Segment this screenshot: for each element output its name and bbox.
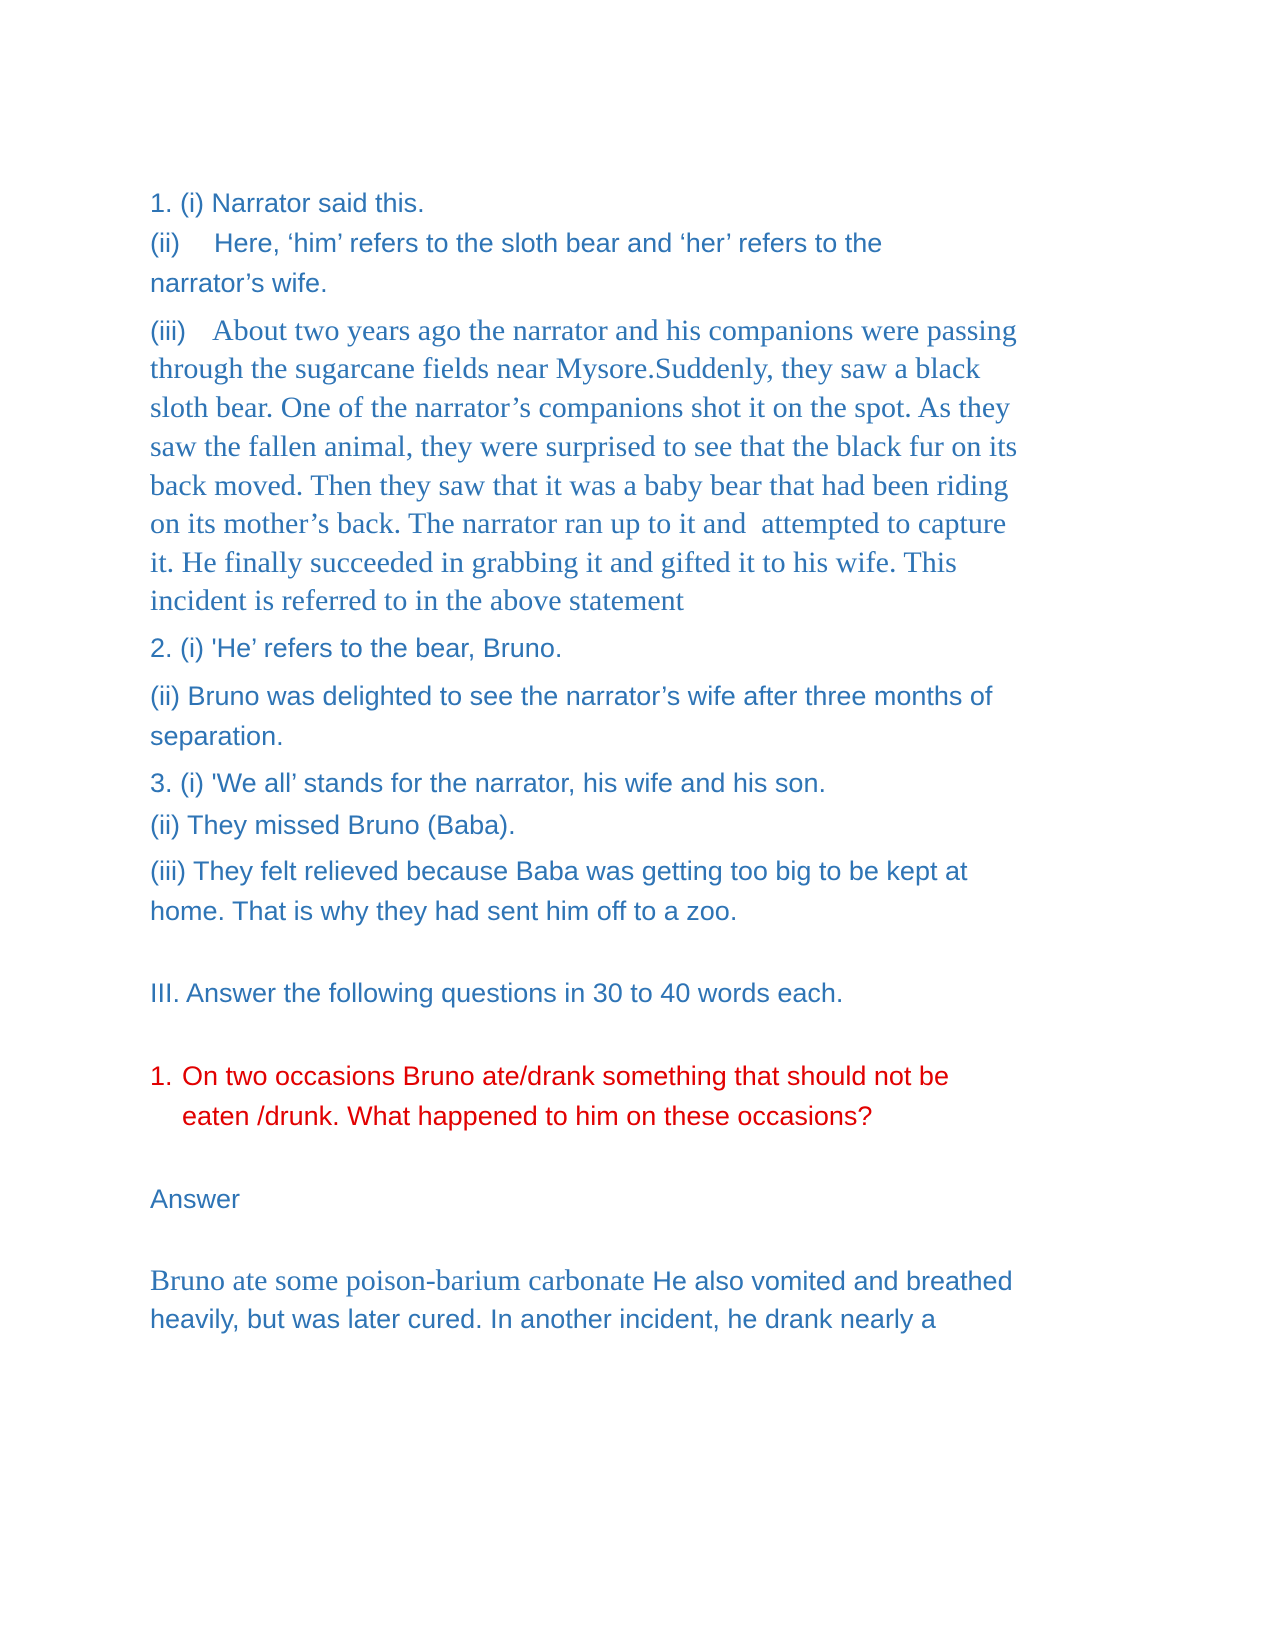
answer-1-iii-line-4: saw the fallen animal, they were surprised to see that the black fur on its: [150, 430, 1018, 463]
question-1-line-2: eaten /drunk. What happened to him on these occasions?: [182, 1101, 873, 1131]
answer-1-iii-line-8: incident is referred to in the above statement: [150, 584, 684, 617]
answer-line-2: heavily, but was later cured. In another incident, he drank nearly a: [150, 1304, 936, 1334]
answer-1-ii-line-1: Here, ‘him’ refers to the sloth bear and ‘her’ refers to the: [213, 228, 883, 258]
answer-1-iii-label: (iii): [150, 316, 186, 346]
question-1-line-1: On two occasions Bruno ate/drank something that should not be: [182, 1061, 949, 1091]
answer-line-1-sans: He also vomited and breathed: [652, 1266, 1013, 1296]
answer-1-iii-line-2: through the sugarcane fields near Mysore.Suddenly, they saw a black: [150, 352, 981, 385]
answer-label: Answer: [150, 1184, 241, 1214]
answer-1-ii-label: (ii): [150, 228, 180, 258]
answer-2-i: 2. (i) 'He’ refers to the bear, Bruno.: [150, 633, 563, 663]
answer-1-ii: [150, 230, 882, 257]
answer-line-1: [150, 1266, 1013, 1296]
answer-1-iii-line-1: About two years ago the narrator and his companions were passing: [211, 314, 1017, 347]
answer-1-ii-line-2: narrator’s wife.: [150, 268, 328, 298]
answer-1-iii: [150, 316, 1017, 346]
answer-1-iii-line-3: sloth bear. One of the narrator’s companions shot it on the spot. As they: [150, 391, 1011, 424]
answer-3-ii: (ii) They missed Bruno (Baba).: [150, 810, 516, 840]
answer-1-iii-line-7: it. He finally succeeded in grabbing it and gifted it to his wife. This: [150, 546, 957, 579]
section-three-heading: III. Answer the following questions in 30 to 40 words each.: [150, 978, 844, 1008]
answer-3-iii-line-1: (iii) They felt relieved because Baba was getting too big to be kept at: [150, 856, 968, 886]
question-1-number: 1.: [150, 1061, 173, 1091]
answer-line-1-serif: Bruno ate some poison-barium carbonate: [150, 1264, 653, 1297]
answer-2-ii-line-2: separation.: [150, 721, 284, 751]
answer-3-i: 3. (i) 'We all’ stands for the narrator, his wife and his son.: [150, 768, 826, 798]
answer-1-iii-line-5: back moved. Then they saw that it was a baby bear that had been riding: [150, 469, 1009, 502]
answer-2-ii-line-1: (ii) Bruno was delighted to see the narrator’s wife after three months of: [150, 681, 993, 711]
answer-1-i: 1. (i) Narrator said this.: [150, 188, 425, 218]
answer-3-iii-line-2: home. That is why they had sent him off to a zoo.: [150, 896, 738, 926]
answer-1-iii-line-6: on its mother’s back. The narrator ran up to it and attempted to capture: [150, 507, 1007, 540]
